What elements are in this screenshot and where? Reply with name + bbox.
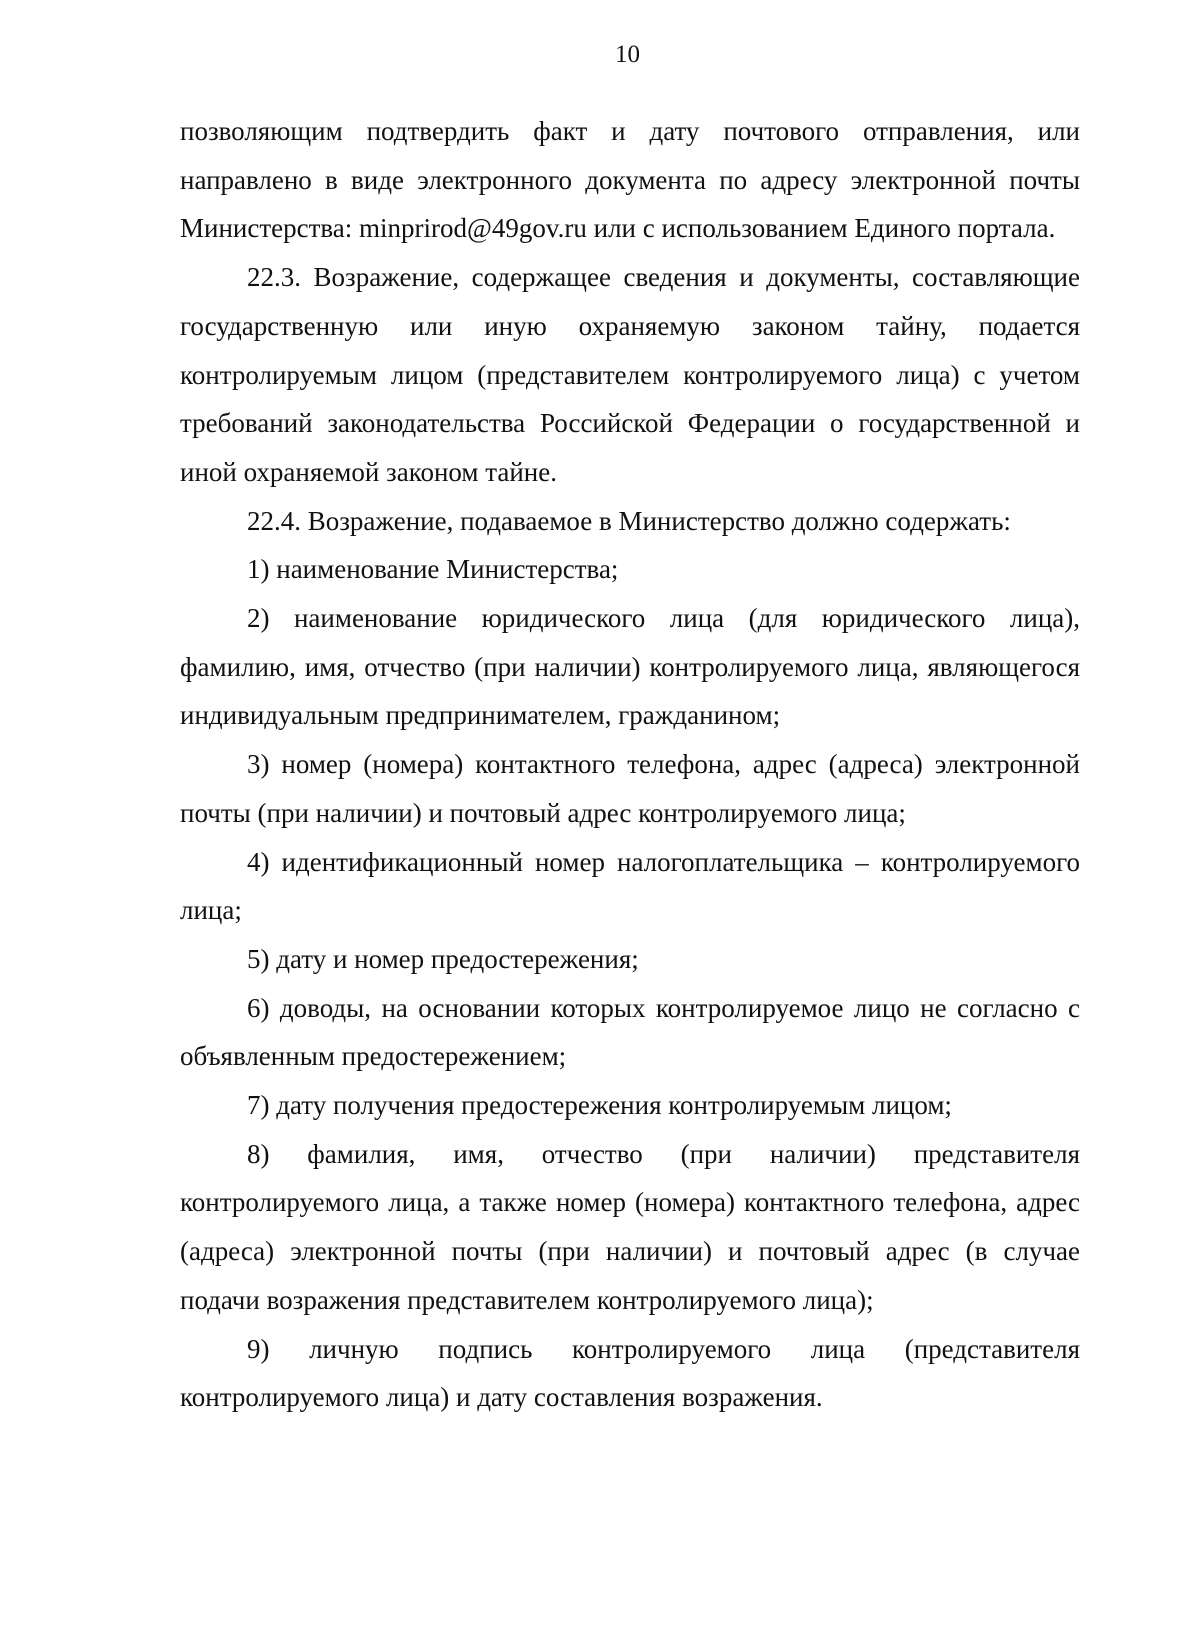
list-item-2: 2) наименование юридического лица (для юридического лица), фамилию, имя, отчество (при наличии) контролируемого лица, являющегося индивидуальным предпринимателем, гражданином; — [180, 603, 1080, 731]
list-item-4: 4) идентификационный номер налогоплательщика – контролируемого лица; — [180, 846, 1080, 926]
list-item-1: 1) наименование Министерства; — [247, 554, 619, 585]
list-item-9: 9) личную подпись контролируемого лица (представителя контролируемого лица) и дату составления возражения. — [180, 1333, 1080, 1413]
paragraph-22-4: 22.4. Возражение, подаваемое в Министерство должно содержать: — [247, 505, 1011, 536]
list-item-5: 5) дату и номер предостережения; — [247, 943, 639, 974]
list-item-8: 8) фамилия, имя, отчество (при наличии) представителя контролируемого лица, а также номер (номера) контактного телефона, адрес (адреса) электронной почты (при наличии) и почтовый адрес (в случае подачи возражения представителем контролируемого лица); — [180, 1138, 1080, 1315]
list-item-6: 6) доводы, на основании которых контролируемое лицо не согласно с объявленным предостережением; — [180, 992, 1080, 1072]
paragraph-22-3: 22.3. Возражение, содержащее сведения и документы, составляющие государственную или иную охраняемую законом тайну, подается контролируемым лицом (представителем контролируемого лица) с учетом требований законодательства Российской Федерации о государственной и иной охраняемой законом тайне. — [180, 262, 1080, 487]
document-body — [180, 107, 1080, 1422]
page-number: 10 — [615, 41, 640, 68]
list-item-7: 7) дату получения предостережения контролируемым лицом; — [247, 1090, 952, 1121]
list-item-3: 3) номер (номера) контактного телефона, адрес (адреса) электронной почты (при наличии) и почтовый адрес контролируемого лица; — [180, 749, 1080, 828]
paragraph-continuation: позволяющим подтвердить факт и дату почтового отправления, или направлено в виде электронного документа по адресу электронной почты Министерства: minprirod@49gov.ru или с использованием Единого портала. — [180, 116, 1080, 244]
